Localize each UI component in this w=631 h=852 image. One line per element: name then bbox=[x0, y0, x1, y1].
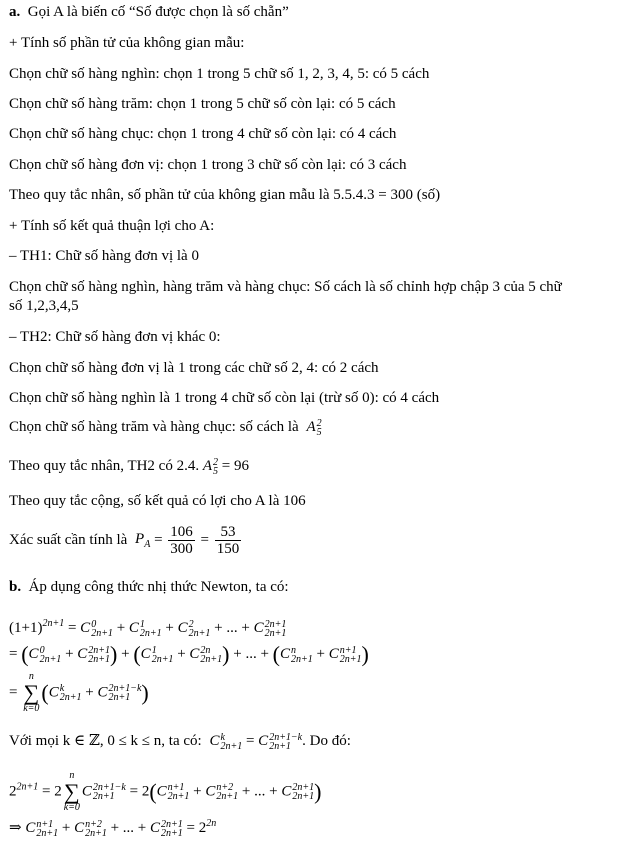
case-1-heading: – TH1: Chữ số hàng đơn vị là 0 bbox=[9, 248, 199, 264]
symmetry-line: Với mọi k ∈ ℤ, 0 ≤ k ≤ n, ta có: C k 2n+1 = C 2n+1−k 2n+1 . Do đó: bbox=[9, 731, 351, 752]
case-2-count-line: Theo quy tắc nhân, TH2 có 2.4. A 2 5 = 96 bbox=[9, 456, 249, 477]
summation-form: = n ∑ k=0 (C k 2n+1 + C 2n+1−k 2n+1 ) bbox=[9, 671, 149, 714]
text-line: số 1,2,3,4,5 bbox=[9, 298, 79, 314]
text-line: Chọn chữ số hàng chục: chọn 1 trong 4 chữ số còn lại: có 4 cách bbox=[9, 126, 397, 142]
paired-sum: = (C 0 2n+1 + C 2n+1 2n+1 ) + (C 1 2n+1 + C 2n 2n+1 ) + ... + (C n 2n+1 + C n+1 2n+1 ) bbox=[9, 641, 369, 667]
part-a-heading: a. Gọi A là biến cố “Số được chọn là số chẵn” bbox=[9, 4, 289, 20]
case-2-heading: – TH2: Chữ số hàng đơn vị khác 0: bbox=[9, 329, 221, 345]
text-line: Chọn chữ số hàng đơn vị: chọn 1 trong 3 chữ số còn lại: có 3 cách bbox=[9, 157, 407, 173]
text-line: Chọn chữ số hàng nghìn: chọn 1 trong 5 chữ số 1, 2, 3, 4, 5: có 5 cách bbox=[9, 66, 430, 82]
text-line: Chọn chữ số hàng nghìn, hàng trăm và hàng chục: Số cách là số chỉnh hợp chập 3 của 5 chữ bbox=[9, 279, 562, 295]
text-line-with-arrangement: Chọn chữ số hàng trăm và hàng chục: số cách là A 2 5 bbox=[9, 417, 322, 438]
part-b-heading: b. Áp dụng công thức nhị thức Newton, ta có: bbox=[9, 579, 289, 595]
text-line: Theo quy tắc nhân, số phần tử của không gian mẫu là 5.5.4.3 = 300 (số) bbox=[9, 187, 441, 203]
text-line: Chọn chữ số hàng trăm: chọn 1 trong 5 chữ số còn lại: có 5 cách bbox=[9, 96, 396, 112]
text-line: Theo quy tắc cộng, số kết quả có lợi cho A là 106 bbox=[9, 493, 306, 509]
conclusion: ⇒ C n+1 2n+1 + C n+2 2n+1 + ... + C 2n+1 2n+1 = $2^{2n}$ bbox=[9, 818, 217, 839]
probability-line: Xác suất cần tính là $P_A$ = $\frac{106}{300}$ = $\frac{53}{150}$ bbox=[9, 524, 240, 557]
text-line: + Tính số phần tử của không gian mẫu: bbox=[9, 35, 245, 51]
binomial-expansion: $(1+1)^{2n+1} = C$ 0 2n+1 + C 1 2n+1 + C 2 2n+1 + ... + C 2n+1 2n+1 bbox=[9, 618, 287, 639]
text-line: Chọn chữ số hàng đơn vị là 1 trong các chữ số 2, 4: có 2 cách bbox=[9, 360, 379, 376]
text-line: + Tính số kết quả thuận lợi cho A: bbox=[9, 218, 215, 234]
text-line: Chọn chữ số hàng nghìn là 1 trong 4 chữ số còn lại (trừ số 0): có 4 cách bbox=[9, 390, 440, 406]
power-equation: $2^{2n+1} = 2$ n ∑ k=0 C 2n+1−k 2n+1 = 2(C n+1 2n+1 + C n+2 2n+1 + ... + C 2n+1 2n+1 ) bbox=[9, 770, 322, 813]
